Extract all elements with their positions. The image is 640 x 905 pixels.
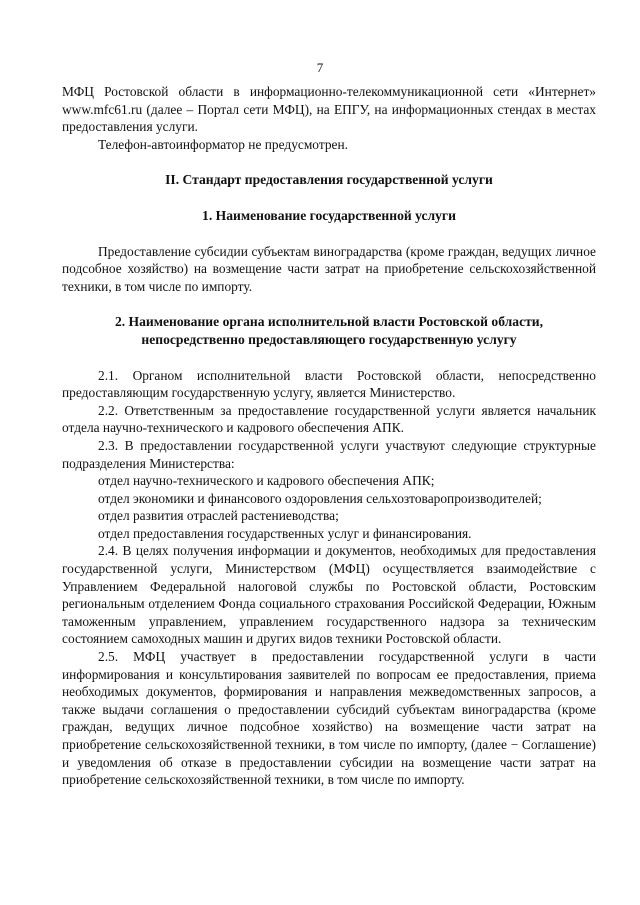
paragraph-2-4: 2.4. В целях получения информации и документов, необходимых для предоставления государственной услуги, Министерством (МФЦ) осуществляется взаимодействие с Управлением Федеральной налоговой службы по Ростовской области, Ростовским региональным отделением Фонда социального страхования Российской Федерации, Южным таможенным управлением, управлением государственного надзора за техническим состоянием самоходных машин и других видов техники Ростовской области.	[62, 543, 596, 647]
service-name-paragraph: Предоставление субсидии субъектам виноградарства (кроме граждан, ведущих личное подсобное хозяйство) на возмещение части затрат на приобретение сельскохозяйственной техники, в том числе по импорту.	[62, 243, 596, 294]
department-item: отдел научно-технического и кадрового обеспечения АПК;	[98, 473, 435, 489]
page-number: 7	[316, 60, 324, 75]
paragraph-2-1: 2.1. Органом исполнительной власти Ростовской области, непосредственно предоставляющим государственную услугу, является Министерство.	[62, 367, 596, 401]
subsection-2-title-line-1: 2. Наименование органа исполнительной власти Ростовской области,	[114, 314, 544, 330]
section-title: II. Стандарт предоставления государственной услуги	[165, 172, 493, 188]
paragraph-2-5: 2.5. МФЦ участвует в предоставлении государственной услуги в части информирования и консультирования заявителей по вопросам ее предоставления, приема необходимых документов, формирования и направления межведомственных запросов, а также выдачи соглашения о предоставлении субсидий субъектам виноградарства (кроме граждан, ведущих личное подсобное хозяйство) на возмещение части затрат на приобретение сельскохозяйственной техники, в том числе по импорту, (далее − Соглашение) и уведомления об отказе в предоставлении субсидии на возмещение части затрат на приобретение сельскохозяйственной техники, в том числе по импорту.	[62, 649, 596, 788]
paragraph-2-2: 2.2. Ответственным за предоставление государственной услуги является начальник отдела научно-технического и кадрового обеспечения АПК.	[62, 402, 596, 436]
document-body	[62, 83, 596, 789]
subsection-1-title: 1. Наименование государственной услуги	[202, 207, 456, 223]
department-item: отдел экономики и финансового оздоровления сельхозтоваропроизводителей;	[98, 490, 542, 506]
department-item: отдел развития отраслей растениеводства;	[98, 508, 339, 524]
intro-paragraph: МФЦ Ростовской области в информационно-телекоммуникационной сети «Интернет» www.mfc61.ru (далее – Портал сети МФЦ), на ЕПГУ, на информационных стендах в местах предоставления услуги.	[62, 84, 596, 135]
subsection-2-title-line-2: непосредственно предоставляющего государственную услугу	[141, 331, 517, 347]
phone-paragraph: Телефон-автоинформатор не предусмотрен.	[98, 136, 348, 152]
department-item: отдел предоставления государственных услуг и финансирования.	[98, 525, 472, 541]
paragraph-2-3: 2.3. В предоставлении государственной услуги участвуют следующие структурные подразделения Министерства:	[62, 437, 596, 471]
